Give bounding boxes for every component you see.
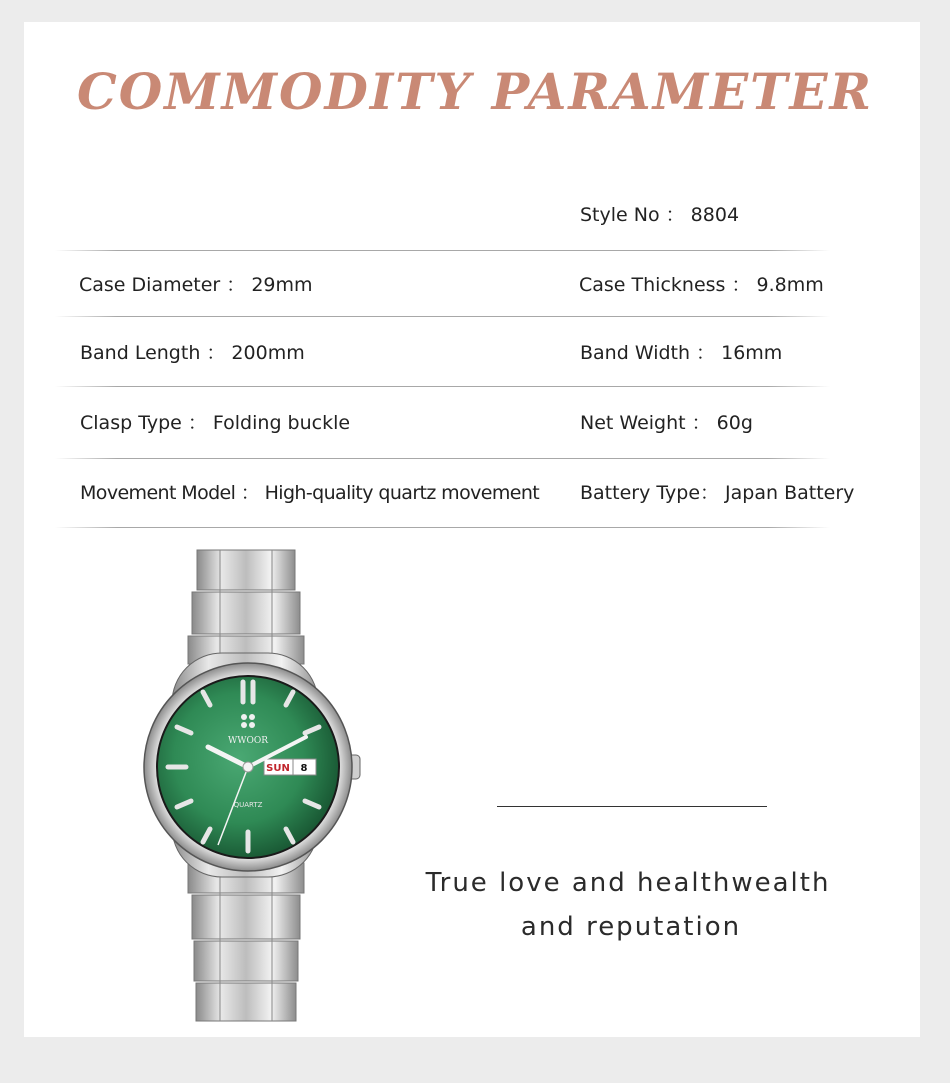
- title-word-1: COMMODITY: [76, 62, 473, 121]
- divider: [55, 527, 830, 528]
- tagline-line-1: True love and healthwealth: [425, 868, 831, 898]
- band-length: Band Length ： 200mm: [80, 342, 305, 364]
- case-diameter: Case Diameter ： 29mm: [79, 274, 313, 296]
- watch-image: [130, 545, 380, 1025]
- quartz-label: QUARTZ: [233, 801, 263, 809]
- net-weight: Net Weight ： 60g: [580, 412, 753, 434]
- decorative-line: [497, 806, 767, 807]
- movement-model: Movement Model ： High-quality quartz movement: [80, 482, 540, 504]
- lower-band: [188, 863, 304, 1021]
- band-width: Band Width ： 16mm: [580, 342, 783, 364]
- clasp-type: Clasp Type ： Folding buckle: [80, 412, 351, 434]
- style-no: Style No ： 8804: [580, 204, 740, 226]
- tagline-line-2: and reputation: [520, 912, 742, 942]
- case-thickness: Case Thickness ： 9.8mm: [579, 274, 824, 296]
- divider: [55, 458, 830, 459]
- page-title: [0, 62, 950, 121]
- divider: [55, 250, 830, 251]
- brand-name: WWOOR: [227, 736, 269, 746]
- battery-type: Battery Type： Japan Battery: [580, 482, 855, 504]
- upper-band: [188, 550, 304, 664]
- divider: [55, 316, 830, 317]
- title-word-2: PARAMETER: [491, 62, 874, 121]
- day-label: SUN: [266, 763, 290, 774]
- date-label: 8: [300, 763, 308, 774]
- divider: [55, 386, 830, 387]
